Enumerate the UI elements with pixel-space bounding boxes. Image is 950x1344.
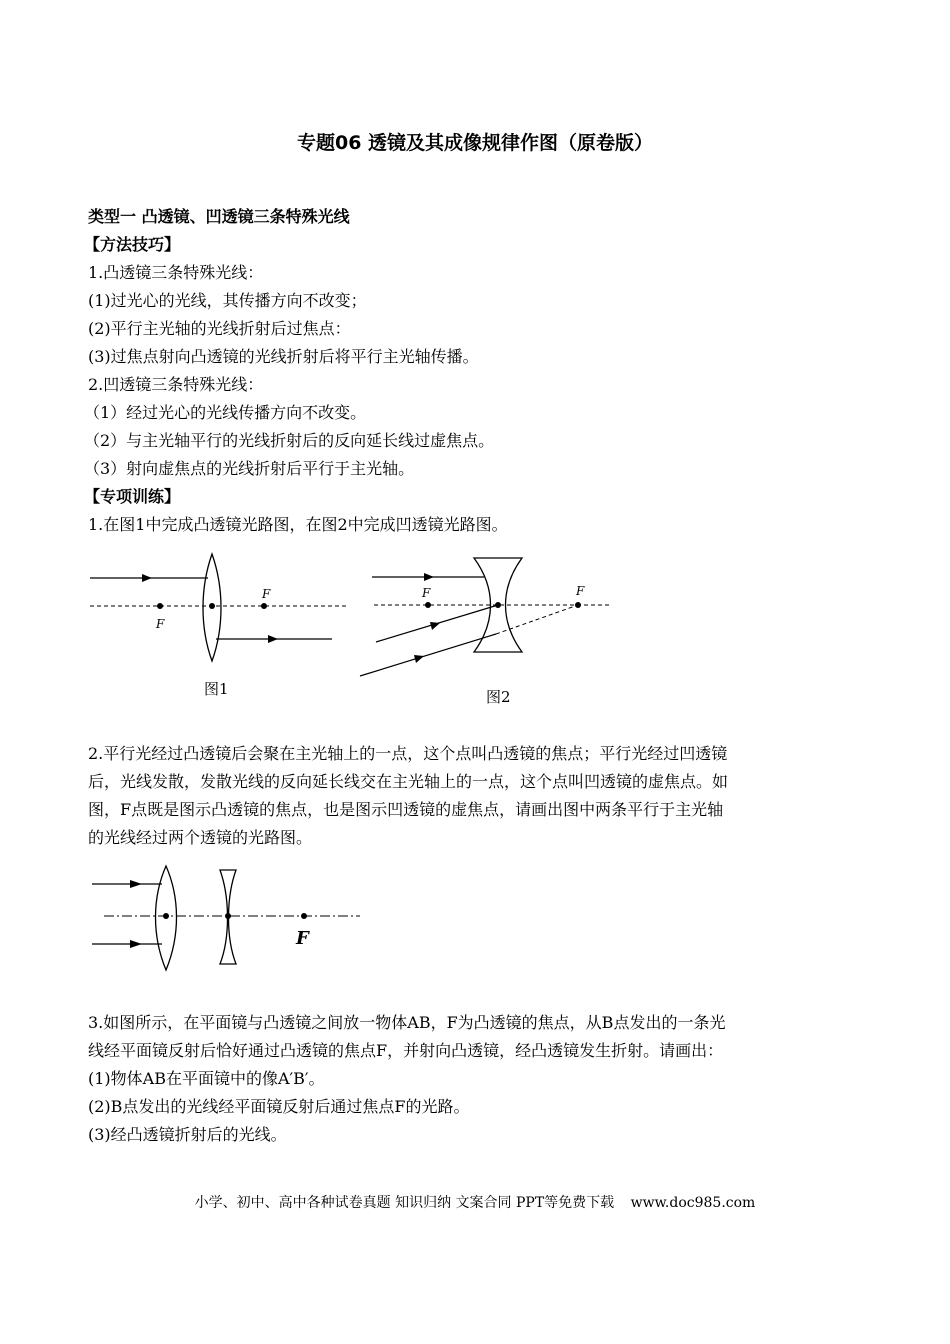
question-3-line: (3)经凸透镜折射后的光线。 — [88, 1125, 287, 1144]
method-line-6: （1）经过光心的光线传播方向不改变。 — [84, 403, 367, 422]
figure-2-concave-lens — [360, 558, 610, 706]
method-line-4: (3)过焦点射向凸透镜的光线折射后将平行主光轴传播。 — [88, 347, 479, 366]
question-2-text — [88, 740, 858, 852]
figure-question-2 — [86, 858, 366, 978]
fig2-caption: 图2 — [486, 688, 511, 706]
footer-text: 小学、初中、高中各种试卷真题 知识归纳 文案合同 PPT等免费下载 — [194, 1195, 615, 1211]
footer-link[interactable]: www.doc985.com — [630, 1195, 756, 1211]
question-1-text: 1.在图1中完成凸透镜光路图，在图2中完成凹透镜光路图。 — [88, 515, 508, 534]
fig1-caption: 图1 — [204, 680, 229, 698]
section-heading-type1: 类型一 凸透镜、凹透镜三条特殊光线 — [88, 207, 350, 226]
page-title: 专题06 透镜及其成像规律作图（原卷版） — [296, 132, 654, 154]
figure-1-convex-lens — [90, 554, 348, 698]
question-3-text — [88, 1009, 858, 1149]
figure-1-2 — [80, 548, 620, 708]
question-2-line: 2.平行光经过凸透镜后会聚在主光轴上的一点，这个点叫凸透镜的焦点；平行光经过凹透镜 — [88, 744, 728, 763]
fig2-focus-right-label: F — [576, 584, 585, 598]
question-2-line: 图，F点既是图示凸透镜的焦点，也是图示凹透镜的虚焦点，请画出图中两条平行于主光轴 — [88, 800, 724, 819]
question-2-line: 的光线经过两个透镜的光路图。 — [88, 828, 313, 847]
method-line-2: (1)过光心的光线，其传播方向不改变； — [88, 291, 367, 310]
method-line-3: (2)平行主光轴的光线折射后过焦点： — [88, 319, 351, 338]
question-3-line: 3.如图所示，在平面镜与凸透镜之间放一物体AB，F为凸透镜的焦点，从B点发出的一条光 — [88, 1013, 726, 1032]
method-heading: 【方法技巧】 — [84, 235, 181, 254]
q2-focus-label: F — [296, 928, 309, 949]
question-3-line: (1)物体AB在平面镜中的像A′B′。 — [88, 1069, 325, 1088]
question-3-line: 线经平面镜反射后恰好通过凸透镜的焦点F，并射向凸透镜，经凸透镜发生折射。请画出： — [88, 1041, 724, 1060]
method-line-8: （3）射向虚焦点的光线折射后平行于主光轴。 — [84, 459, 415, 478]
fig2-focus-left-label: F — [422, 586, 431, 600]
question-2-line: 后，光线发散，发散光线的反向延长线交在主光轴上的一点，这个点叫凹透镜的虚焦点。如 — [88, 772, 729, 791]
training-heading: 【专项训练】 — [84, 487, 181, 506]
method-line-5: 2.凹透镜三条特殊光线： — [88, 375, 264, 394]
fig1-focus-right-label: F — [262, 587, 271, 601]
fig1-focus-left-label: F — [156, 617, 165, 631]
method-line-7: （2）与主光轴平行的光线折射后的反向延长线过虚焦点。 — [84, 431, 495, 450]
method-line-1: 1.凸透镜三条特殊光线： — [88, 263, 264, 282]
page-footer — [0, 1192, 950, 1212]
question-3-line: (2)B点发出的光线经平面镜反射后通过焦点F的光路。 — [88, 1097, 470, 1116]
